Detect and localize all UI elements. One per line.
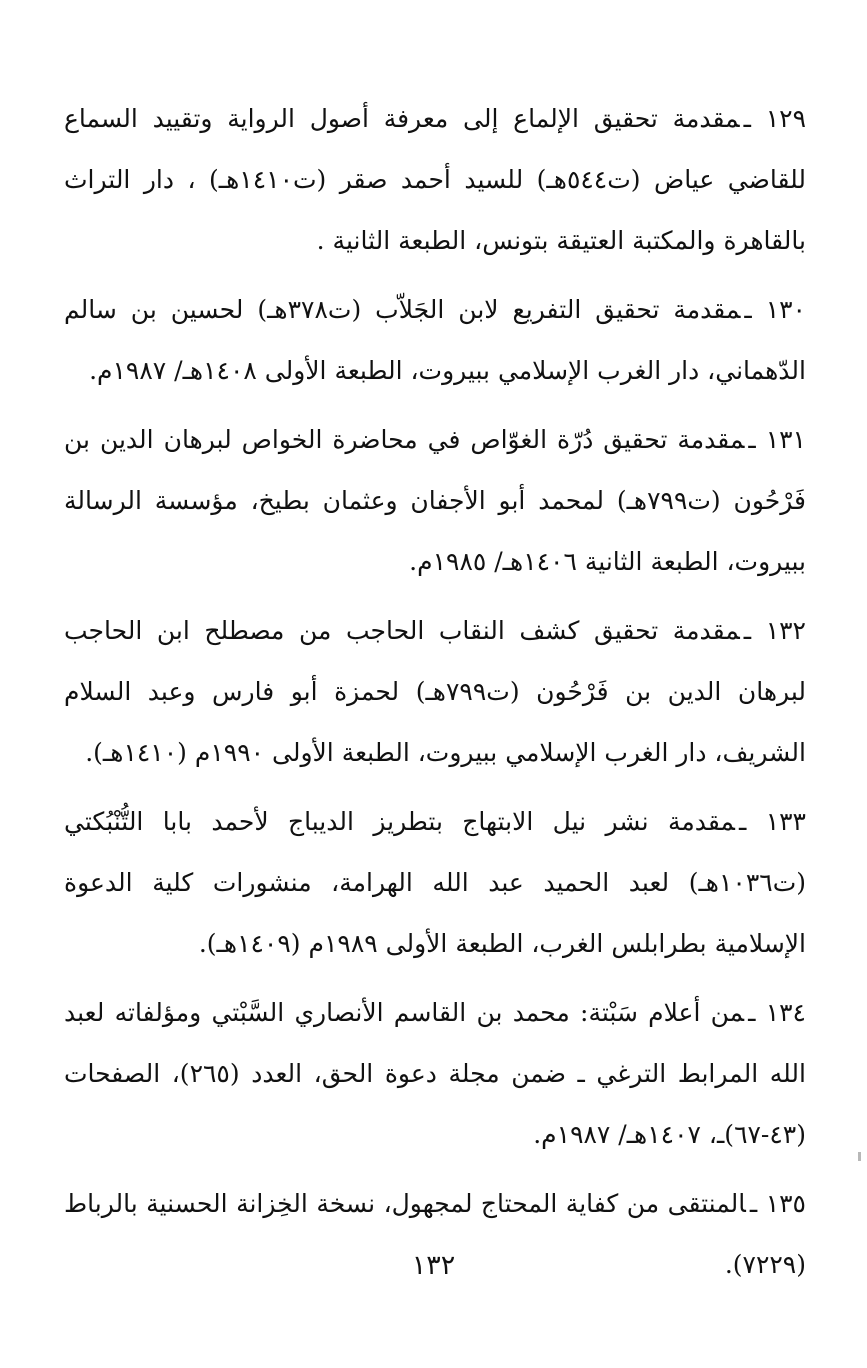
entry-text: مقدمة تحقيق دُرّة الغوّاص في محاضرة الخواص لبرهان الدين بن فَرْحُون (ت٧٩٩هـ) لمحمد أبو الأجفان وعثمان بطيخ، مؤسسة الرسالة ببيروت، الطبعة الثانية ١٤٠٦هـ/ ١٩٨٥م. (64, 425, 806, 576)
bibliography-entry (64, 279, 806, 401)
entry-text: مقدمة تحقيق كشف النقاب الحاجب من مصطلح ابن الحاجب لبرهان الدين بن فَرْحُون (ت٧٩٩هـ) لحمزة أبو فارس وعبد السلام الشريف، دار الغرب الإسلامي ببيروت، الطبعة الأولى ١٩٩٠م (١٤١٠هـ). (64, 616, 806, 767)
bibliography-entry (64, 409, 806, 592)
entry-text: مقدمة نشر نيل الابتهاج بتطريز الديباج لأحمد بابا التُّنْبُكتي (ت١٠٣٦هـ) لعبد الحميد عبد الله الهرامة، منشورات كلية الدعوة الإسلامية بطرابلس الغرب، الطبعة الأولى ١٩٨٩م (١٤٠٩هـ). (64, 807, 806, 958)
bibliography-entry (64, 982, 806, 1165)
entry-text: من أعلام سَبْتة: محمد بن القاسم الأنصاري السَّبْتي ومؤلفاته لعبد الله المرابط الترغي ـ ضمن مجلة دعوة الحق، العدد (٢٦٥)، الصفحات (٤٣-٦٧)ـ، ١٤٠٧هـ/ ١٩٨٧م. (64, 998, 806, 1149)
bibliography-list (64, 88, 806, 1303)
page-number: ١٣٢ (411, 1250, 456, 1281)
entry-number: ١٣٥ ـ (749, 1189, 806, 1218)
entry-number: ١٣٣ ـ (738, 807, 806, 836)
bibliography-entry (64, 600, 806, 783)
bibliography-entry (64, 791, 806, 974)
entry-number: ١٣١ ـ (748, 425, 806, 454)
bibliography-entry (64, 88, 806, 271)
entry-text: مقدمة تحقيق الإلماع إلى معرفة أصول الرواية وتقييد السماع للقاضي عياض (ت٥٤٤هـ) للسيد أحمد صقر (ت١٤١٠هـ) ، دار التراث بالقاهرة والمكتبة العتيقة بتونس، الطبعة الثانية . (64, 104, 806, 255)
entry-number: ١٣٠ ـ (744, 295, 806, 324)
entry-number: ١٣٤ ـ (748, 998, 806, 1027)
entry-number: ١٢٩ ـ (743, 104, 807, 133)
entry-text: مقدمة تحقيق التفريع لابن الجَلاّب (ت٣٧٨هـ) لحسين بن سالم الدّهماني، دار الغرب الإسلامي ببيروت، الطبعة الأولى ١٤٠٨هـ/ ١٩٨٧م. (64, 295, 806, 385)
entry-number: ١٣٢ ـ (743, 616, 806, 645)
scan-edge-mark (858, 1152, 861, 1161)
entry-text: المنتقى من كفاية المحتاج لمجهول، نسخة الخِزانة الحسنية بالرباط (٧٢٢٩). (64, 1189, 806, 1279)
